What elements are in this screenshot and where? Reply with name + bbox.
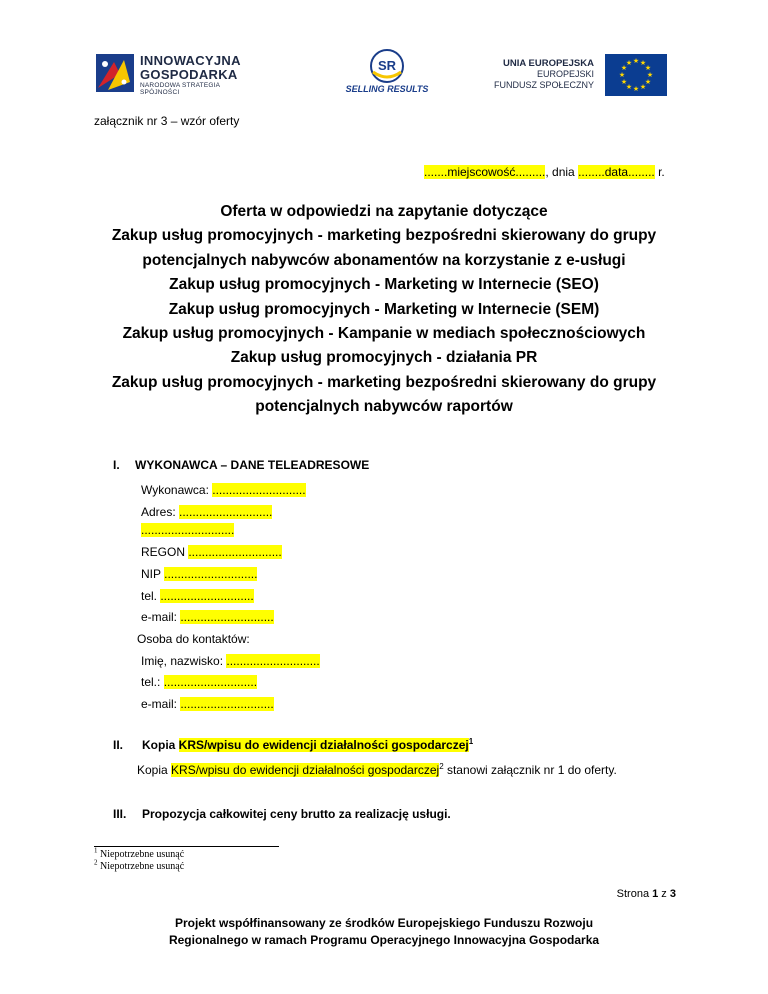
- innowacyjna-gospodarka-emblem: [94, 52, 136, 96]
- annex-label: załącznik nr 3 – wzór oferty: [94, 114, 240, 128]
- title-line-1: Oferta w odpowiedzi na zapytanie dotyczące: [220, 203, 548, 220]
- section2-number: II.: [113, 738, 124, 752]
- svg-text:★: ★: [632, 85, 640, 93]
- title-line-7: Zakup usług promocyjnych - działania PR: [230, 349, 538, 367]
- selling-results-logo: [345, 48, 429, 102]
- section3-number: III.: [113, 807, 127, 821]
- eu-logo-text: [494, 58, 594, 91]
- svg-text:★: ★: [625, 59, 633, 67]
- svg-text:★: ★: [625, 83, 633, 91]
- contact-name-value[interactable]: ............................: [226, 654, 320, 668]
- title-line-5: Zakup usług promocyjnych - Marketing w Internecie (SEM): [168, 300, 600, 318]
- selling-results-emblem: [367, 48, 407, 84]
- footer: [94, 915, 674, 949]
- regon-value[interactable]: ............................: [188, 545, 282, 559]
- wykonawca-value[interactable]: ............................: [212, 483, 306, 497]
- footnote-2: $^2$ Niepotrzebne usunąć: [94, 858, 185, 872]
- innowacyjna-gospodarka-logo: [94, 50, 244, 100]
- title-line-8: Zakup usług promocyjnych - marketing bezpośredni skierowany do grupy: [111, 373, 657, 391]
- nip-value[interactable]: ............................: [164, 567, 258, 581]
- field-email: e-mail: ............................: [141, 610, 274, 624]
- svg-text:★: ★: [632, 57, 640, 65]
- eu-flag-icon: [605, 54, 667, 96]
- title-line-4: Zakup usług promocyjnych - Marketing w Internecie (SEO): [169, 276, 599, 294]
- svg-text:★: ★: [646, 71, 654, 79]
- email-value[interactable]: ............................: [180, 610, 274, 624]
- svg-text:★: ★: [644, 64, 652, 72]
- footer-line-2: Regionalnego w ramach Programu Operacyjnego Innowacyjna Gospodarka: [168, 933, 600, 947]
- eu-stars: [605, 54, 667, 96]
- svg-text:★: ★: [620, 64, 628, 72]
- eu-line3: FUNDUSZ SPOŁECZNY: [494, 80, 595, 90]
- section2-body-highlight: KRS/wpisu do ewidencji działalności gospodarczej: [171, 763, 440, 777]
- tel-value[interactable]: ............................: [160, 589, 254, 603]
- title-line-9: potencjalnych nabywców raportów: [255, 398, 513, 416]
- date-placeholder: ........data........: [578, 165, 655, 179]
- section2-title-highlight: KRS/wpisu do ewidencji działalności gospodarczej: [178, 738, 469, 752]
- section1-number: I.: [113, 458, 120, 472]
- svg-text:★: ★: [618, 71, 626, 79]
- footnote-ref-1: 1: [468, 737, 474, 746]
- sr-mark: SR: [377, 58, 397, 73]
- contact-heading: Osoba do kontaktów:: [137, 632, 250, 646]
- sr-name: SELLING RESULTS: [345, 84, 429, 94]
- offer-title: [70, 200, 698, 420]
- section2-title: Kopia KRS/wpisu do ewidencji działalności gospodarczej$^1$: [142, 737, 474, 752]
- field-contact-name: Imię, nazwisko: ............................: [141, 654, 320, 668]
- field-adres-line2: [141, 522, 234, 538]
- svg-text:★: ★: [620, 78, 628, 86]
- title-line-3: potencjalnych nabywców abonamentów na korzystanie z e-usługi: [142, 251, 626, 269]
- field-adres: Adres: ............................: [141, 505, 273, 519]
- place-placeholder: .......miejscowość.........: [424, 165, 546, 179]
- adres-value[interactable]: ............................: [179, 505, 273, 519]
- adres-value-2[interactable]: ............................: [141, 523, 235, 537]
- place-date-line: [424, 165, 665, 179]
- eu-line1: UNIA EUROPEJSKA: [503, 58, 594, 69]
- place-date-suffix: r.: [654, 165, 665, 179]
- svg-text:★: ★: [644, 78, 652, 86]
- contact-tel-value[interactable]: ............................: [163, 675, 258, 689]
- section1-title: WYKONAWCA – DANE TELEADRESOWE: [135, 458, 370, 472]
- ig-tagline: NARODOWA STRATEGIA SPÓJNOŚCI: [140, 82, 220, 96]
- section2-body: Kopia KRS/wpisu do ewidencji działalności gospodarczej$^2$ stanowi załącznik nr 1 do oferty.: [137, 762, 617, 777]
- title-line-6: Zakup usług promocyjnych - Kampanie w mediach społecznościowych: [122, 325, 646, 343]
- footnote-1: $^1$ Niepotrzebne usunąć: [94, 846, 185, 860]
- ig-title-line1: INNOWACYJNA: [140, 53, 241, 68]
- footer-line-1: Projekt współfinansowany ze środków Europejskiego Funduszu Rozwoju: [174, 916, 594, 930]
- footnote-divider: [94, 846, 279, 847]
- ig-title-line2: GOSPODARKA: [140, 67, 238, 82]
- footnote-ref-2: 2: [439, 762, 444, 771]
- field-contact-tel: tel.: ............................: [141, 675, 258, 689]
- field-contact-email: e-mail: ............................: [141, 697, 274, 711]
- svg-text:★: ★: [639, 83, 647, 91]
- eu-line2: EUROPEJSKI: [536, 69, 594, 79]
- field-tel: tel. ............................: [141, 589, 254, 603]
- section3-title: Propozycja całkowitej ceny brutto za realizację usługi.: [142, 807, 451, 821]
- field-nip: NIP ............................: [141, 567, 258, 581]
- field-regon: REGON ............................: [141, 545, 282, 559]
- page-number: Strona 1 z 3: [616, 888, 676, 900]
- svg-text:★: ★: [639, 59, 647, 67]
- title-line-2: Zakup usług promocyjnych - marketing bezpośredni skierowany do grupy: [111, 227, 657, 245]
- contact-email-value[interactable]: ............................: [180, 697, 274, 711]
- field-wykonawca: Wykonawca: ............................: [141, 483, 306, 497]
- place-date-sep: , dnia: [545, 165, 579, 179]
